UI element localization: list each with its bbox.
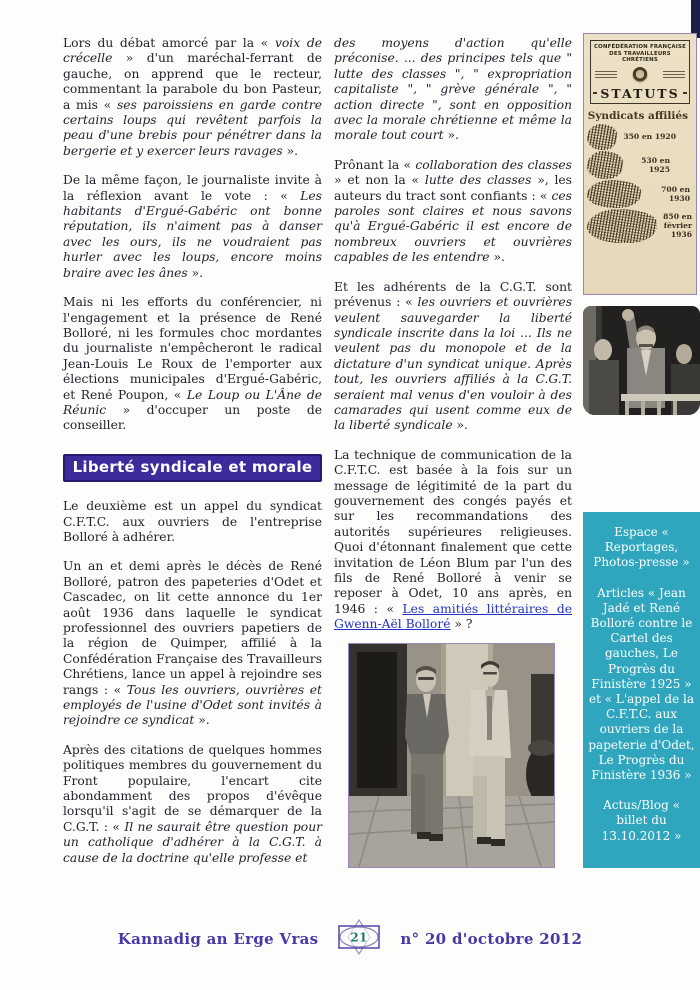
- stat-label: 850 en février 1936: [663, 212, 692, 239]
- quote-segment: Les habitants d'Ergué-Gabéric ont bonne réputation, ils n'aiment pas à danser avec les ours, ils ne voudraient pas hurler avec les loups, encore moins braire avec les ânes: [63, 188, 322, 280]
- text-segment: Après des citations de quelques hommes politiques membres du gouvernement du Front populaire, l'encart cite abondamment des propos d'évêque lorsqu'il s'agit de se démarquer de la C.G.T. : «: [63, 742, 322, 834]
- text-segment: ».: [282, 143, 298, 158]
- statuts-title-row: [593, 86, 687, 101]
- links-box-item: Articles « Jean Jadé et René Bolloré contre le Cartel des gauches, Le Progrès du Finistère 1925 » et « L'appel de la C.F.T.C. aux ouvriers de la papeterie d'Odet, Le Progrès du Finistère 1936 »: [588, 585, 695, 783]
- statuts-title: STATUTS: [600, 85, 680, 101]
- text-segment: La technique de communication de la C.F.T.C. est basée à la fois sur un message de légitimité de la part du gouvernement des congés payés et sur les recommandations des autorités supérieures religieuses. Quoi d'étonnant finalement que cette invitation de Léon Blum par l'un des fils de René Bolloré à venir se reposer à Odet, 10 ans après, en 1946 : «: [334, 447, 572, 616]
- quote-segment: ses paroissiens en garde contre certains loups qui revêtent parfois la peau d'une brebis pour pénétrer dans la bergerie et y exercer leurs ravages: [63, 97, 322, 158]
- quote-segment: des moyens d'action qu'elle préconise. ... des principes tels que " lutte des classes ", " expropriation capitaliste ", " grève générale ", " action directe ", sont en opposition avec la morale chrétienne et même la morale tout court: [334, 36, 572, 143]
- rule-line: [683, 92, 687, 94]
- statuts-header: [590, 40, 690, 104]
- related-links-box: [583, 512, 700, 868]
- quote-segment: Il ne saurait être question pour un catholique d'adhérer à la C.G.T. à cause de la doctrine qu'elle professe et: [63, 819, 322, 865]
- page-footer: [0, 919, 700, 959]
- quote-segment: les ouvriers et ouvrières veulent sauvegarder la liberté syndicale inscrite dans la loi ... Ils ne veulent pas du monopole et de la dictature d'un syndicat unique. Après tout, les ouvriers affiliés à la C.G.T. seraient mal venus d'en vouloir à des camarades qui usent comme eux de la liberté syndicale: [334, 295, 573, 433]
- paragraph: [63, 36, 322, 159]
- stat-label: 530 en 1925: [641, 155, 670, 174]
- text-segment: » ?: [450, 617, 473, 632]
- paragraph: [63, 295, 322, 434]
- quote-segment: ces paroles sont claires et nous savons qu'à Ergué-Gabéric il est encore de nombreux ouvriers et ouvrières capables de les entendre: [334, 188, 572, 265]
- small-print-right: [663, 69, 685, 80]
- text-segment: ».: [194, 713, 210, 728]
- paragraph: [63, 743, 322, 866]
- text-segment: CONFÉDÉRATION FRANÇAISE: [594, 44, 686, 50]
- paragraph: [334, 36, 572, 144]
- quote-segment: lutte des classes: [424, 173, 532, 188]
- text-segment: », les auteurs du tract sont confiants : «: [334, 173, 572, 203]
- stat-label: 350 en 1920: [623, 132, 676, 141]
- text-segment: ».: [187, 265, 204, 280]
- small-print-left: [595, 69, 617, 80]
- links-box-item: Espace « Reportages, Photos-presse »: [593, 525, 690, 570]
- text-segment: Un an et demi après le décès de René Bolloré, patron des papeteries d'Odet et Cascadec, on lit cette annonce du 1er août 1936 dans laquelle le syndicat professionnel des ouvriers papetiers de la région de Quimper, affilié à la Confédération Française des Travailleurs Chrétiens, lance un appel à rejoindre ses rangs : «: [63, 559, 322, 697]
- stat-row: [587, 151, 692, 179]
- links-box-item: Actus/Blog « billet du 13.10.2012 »: [601, 798, 682, 843]
- cftc-seal-icon: [632, 67, 648, 83]
- paragraph: [334, 280, 572, 434]
- statuts-header-middle: [595, 67, 685, 83]
- page-number-emblem: [336, 919, 382, 959]
- text-segment: ».: [489, 250, 505, 265]
- left-column: [63, 36, 322, 880]
- statuts-subtitle: Syndicats affiliés: [587, 109, 688, 122]
- text-segment: ».: [452, 418, 468, 433]
- paragraph: [334, 158, 572, 266]
- quote-segment: voix de crécelle: [63, 36, 323, 66]
- stat-row: [587, 180, 692, 208]
- paragraph: [63, 173, 322, 281]
- statuts-booklet-image: [583, 33, 697, 295]
- stat-label: 700 en 1930: [661, 184, 690, 203]
- crowd-sketch: [587, 124, 617, 150]
- text-segment: » d'occuper un poste de conseiller.: [63, 402, 322, 433]
- issue-date: n° 20 d'octobre 2012: [400, 930, 583, 948]
- text-segment: ».: [443, 128, 459, 143]
- section-heading-banner: Liberté syndicale et morale: [63, 454, 322, 482]
- journal-title: Kannadig an Erge Vras: [117, 930, 319, 948]
- crowd-sketch: [587, 151, 623, 179]
- text-segment: Mais ni les efforts du conférencier, ni l'engagement et la présence de René Bolloré, ni les formules choc mordantes du journaliste n'empêcheront le radical Jean-Louis Le Roux de l'emporter aux élections municipales d'Ergué-Gabéric, et René Poupon, «: [63, 295, 322, 402]
- text-segment: » et non la «: [334, 173, 425, 188]
- paragraph: [334, 448, 572, 633]
- text-segment: » d'un maréchal-ferrant de gauche, on apprend que le recteur, commentant la parabole du bon Pasteur, a mis «: [63, 51, 322, 112]
- quote-segment: collaboration des classes: [415, 157, 572, 172]
- page-number: 21: [350, 930, 369, 945]
- text-segment: De la même façon, le journaliste invite à la réflexion avant le vote : «: [63, 173, 322, 203]
- article-link[interactable]: Les amitiés littéraires de Gwenn-Aël Bolloré: [334, 601, 572, 632]
- rule-line: [593, 92, 597, 94]
- blum-bollore-group-photo: [348, 643, 555, 868]
- text-segment: Prônant la «: [334, 157, 416, 172]
- stat-row: [587, 209, 692, 243]
- quote-segment: Tous les ouvriers, ouvrières et employés de l'usine d'Odet sont invités à rejoindre ce syndicat: [63, 682, 322, 728]
- right-column: [334, 36, 572, 647]
- paragraph: [63, 559, 322, 728]
- text-segment: DES TRAVAILLEURS CHRÉTIENS: [609, 50, 671, 63]
- text-segment: Lors du débat amorcé par la «: [63, 36, 275, 50]
- crowd-sketch: [587, 209, 657, 243]
- text-segment: Le deuxième est un appel du syndicat C.F.T.C. aux ouvriers de l'entreprise Bolloré à adhérer.: [63, 499, 322, 544]
- crowd-sketch: [587, 180, 641, 208]
- leon-blum-raised-fist-photo: [583, 306, 700, 415]
- paragraph: [63, 499, 322, 545]
- statuts-org-name: [593, 44, 687, 64]
- text-segment: Et les adhérents de la C.G.T. sont prévenus : «: [334, 279, 572, 310]
- quote-segment: Le Loup ou L'Âne de Réunic: [63, 387, 322, 417]
- stat-row: [587, 124, 692, 150]
